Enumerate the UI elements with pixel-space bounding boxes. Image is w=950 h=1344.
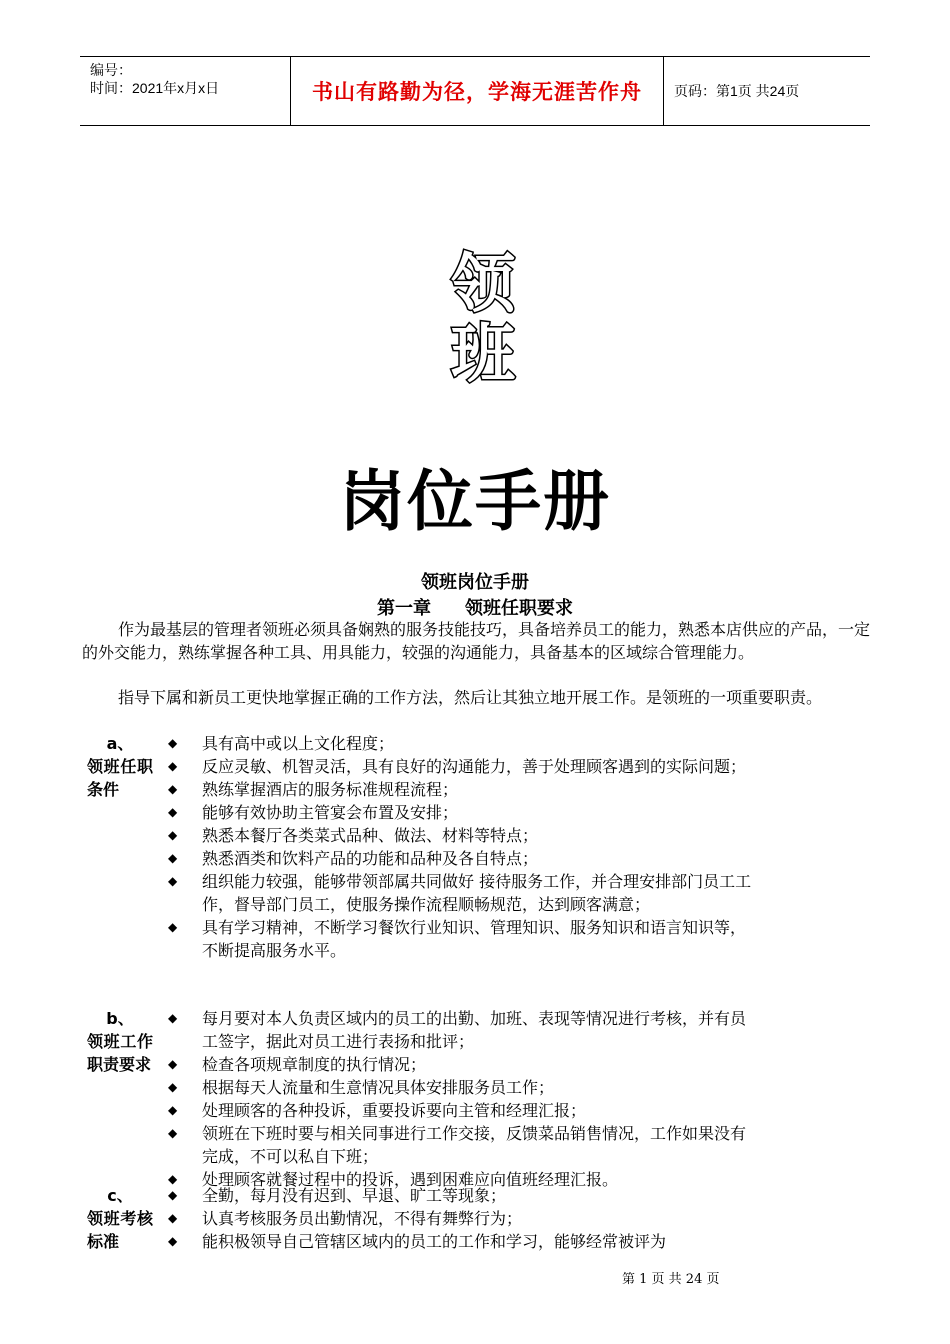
header-motto: 书山有路勤为径，学海无涯苦作舟 bbox=[291, 57, 664, 125]
section-a-list bbox=[166, 732, 760, 962]
list-item: ◆ 熟练掌握酒店的服务标准规程流程； bbox=[168, 780, 459, 799]
diamond-bullet-icon: ◆ bbox=[168, 1057, 178, 1071]
list-item: ◆ 能够有效协助主管宴会布置及安排； bbox=[168, 803, 459, 822]
list-item: ◆ 组织能力较强，能够带领部属共同做好 接待服务工作，并合理安排部门员工工作，督导部门员工，使服务操作流程顺畅规范，达到顾客满意； bbox=[168, 872, 752, 914]
diamond-bullet-icon: ◆ bbox=[168, 1080, 178, 1094]
list-item: ◆ 全勤，每月没有迟到、早退、旷工等现象； bbox=[168, 1186, 507, 1205]
chapter-title: 领班任职要求 bbox=[465, 598, 573, 619]
list-item: ◆ 熟悉本餐厅各类菜式品种、做法、材料等特点； bbox=[168, 826, 539, 845]
list-item: ◆ 领班在下班时要与相关同事进行工作交接，反馈菜品销售情况，工作如果没有完成，不可以私自下班； bbox=[168, 1124, 747, 1166]
section-c-label bbox=[82, 1184, 158, 1253]
diamond-bullet-icon: ◆ bbox=[168, 874, 178, 888]
list-item: ◆ 处理顾客就餐过程中的投诉，遇到困难应向值班经理汇报。 bbox=[168, 1170, 619, 1189]
diamond-bullet-icon: ◆ bbox=[168, 1188, 178, 1202]
time-label: 时间：2021年x月x日 bbox=[90, 80, 220, 96]
diamond-bullet-icon: ◆ bbox=[168, 1126, 178, 1140]
intro-paragraph-2: 指导下属和新员工更快地掌握正确的工作方法，然后让其独立地开展工作。是领班的一项重要职责。 bbox=[118, 688, 823, 707]
list-item: ◆ 每月要对本人负责区域内的员工的出勤、加班、表现等情况进行考核，并有员工签字，据此对员工进行表扬和批评； bbox=[168, 1009, 747, 1051]
list-item: ◆ 具有学习精神，不断学习餐饮行业知识、管理知识、服务知识和语言知识等，不断提高服务水平。 bbox=[168, 918, 747, 960]
section-b-letter: b、 bbox=[106, 1009, 134, 1028]
list-item: ◆ 认真考核服务员出勤情况，不得有舞弊行为； bbox=[168, 1209, 523, 1228]
diamond-bullet-icon: ◆ bbox=[168, 782, 178, 796]
page-footer: 第 1 页 共 24 页 bbox=[622, 1272, 720, 1287]
diamond-bullet-icon: ◆ bbox=[168, 828, 178, 842]
diamond-bullet-icon: ◆ bbox=[168, 1172, 178, 1186]
list-item: ◆ 能积极领导自己管辖区域内的员工的工作和学习，能够经常被评为 bbox=[168, 1232, 667, 1251]
diamond-bullet-icon: ◆ bbox=[168, 1011, 178, 1025]
intro-paragraph-1: 作为最基层的管理者领班必须具备娴熟的服务技能技巧，具备培养员工的能力，熟悉本店供应的产品，一定的外交能力，熟练掌握各种工具、用具能力，较强的沟通能力，具备基本的区域综合管理能力。 bbox=[82, 620, 871, 662]
diamond-bullet-icon: ◆ bbox=[168, 1234, 178, 1248]
section-a-label bbox=[82, 732, 158, 801]
vertical-title-char-2: 班 bbox=[451, 318, 515, 392]
diamond-bullet-icon: ◆ bbox=[168, 805, 178, 819]
page-header bbox=[80, 56, 870, 126]
diamond-bullet-icon: ◆ bbox=[168, 1103, 178, 1117]
section-b-label bbox=[82, 1007, 158, 1076]
list-item: ◆ 根据每天人流量和生意情况具体安排服务员工作； bbox=[168, 1078, 555, 1097]
section-b-list bbox=[166, 1007, 760, 1191]
section-a-letter: a、 bbox=[106, 734, 134, 753]
diamond-bullet-icon: ◆ bbox=[168, 759, 178, 773]
list-item: ◆ 熟悉酒类和饮料产品的功能和品种及各自特点； bbox=[168, 849, 539, 868]
diamond-bullet-icon: ◆ bbox=[168, 736, 178, 750]
chapter-heading bbox=[0, 594, 950, 620]
section-c-list bbox=[166, 1184, 760, 1253]
header-meta bbox=[80, 57, 291, 125]
diamond-bullet-icon: ◆ bbox=[168, 1211, 178, 1225]
section-c-letter: c、 bbox=[107, 1186, 133, 1205]
diamond-bullet-icon: ◆ bbox=[168, 851, 178, 865]
list-item: ◆ 检查各项规章制度的执行情况； bbox=[168, 1055, 427, 1074]
section-c-title: 领班考核标准 bbox=[87, 1209, 153, 1251]
diamond-bullet-icon: ◆ bbox=[168, 920, 178, 934]
cover-big-title: 岗位手册 bbox=[339, 463, 611, 540]
chapter-number: 第一章 bbox=[377, 598, 431, 619]
section-a-title: 领班任职条件 bbox=[87, 757, 153, 799]
list-item: ◆ 具有高中或以上文化程度； bbox=[168, 734, 395, 753]
list-item: ◆ 反应灵敏、机智灵活，具有良好的沟通能力，善于处理顾客遇到的实际问题； bbox=[168, 757, 747, 776]
list-item: ◆ 处理顾客的各种投诉，重要投诉要向主管和经理汇报； bbox=[168, 1101, 587, 1120]
vertical-title-char-1: 领 bbox=[451, 248, 515, 322]
number-label: 编号： bbox=[90, 62, 132, 78]
vertical-title bbox=[438, 250, 528, 390]
doc-subtitle: 领班岗位手册 bbox=[421, 572, 529, 593]
header-page-code: 页码：第1页 共24页 bbox=[674, 83, 800, 99]
section-b-title: 领班工作职责要求 bbox=[87, 1032, 153, 1074]
